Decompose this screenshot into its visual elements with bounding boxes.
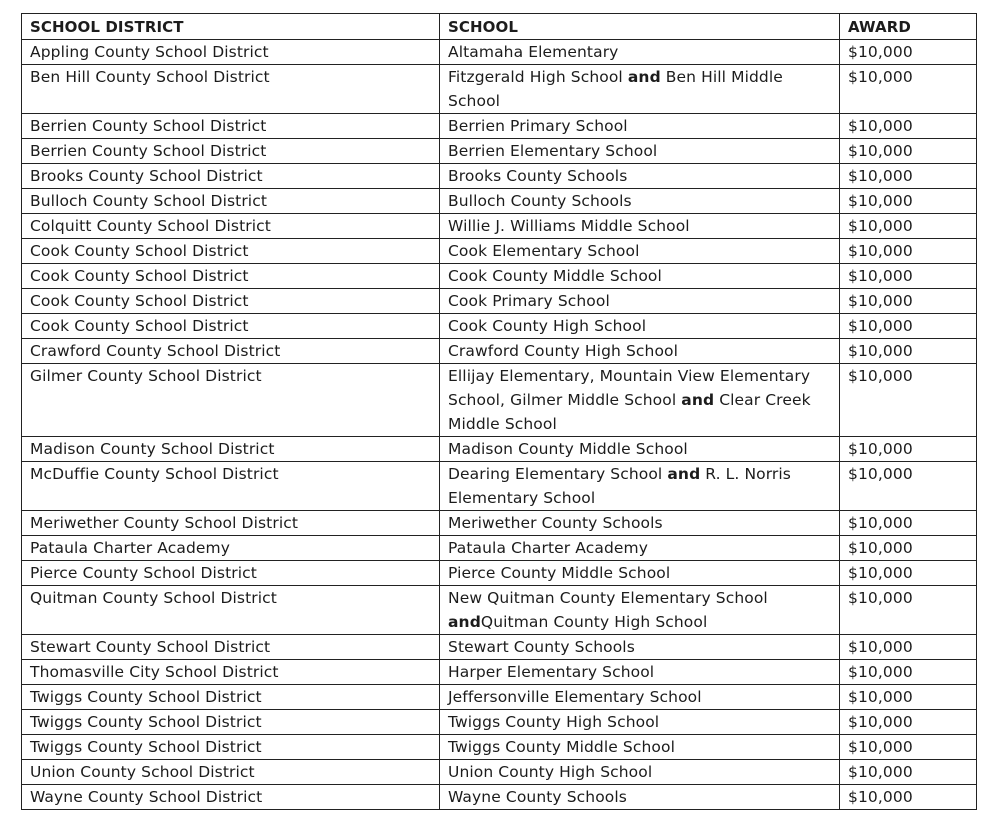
cell-school-district: Berrien County School District [22, 139, 440, 164]
cell-award: $10,000 [840, 710, 977, 735]
cell-award: $10,000 [840, 561, 977, 586]
table-row [22, 536, 977, 561]
cell-school: Altamaha Elementary [440, 40, 840, 65]
cell-school: Meriwether County Schools [440, 511, 840, 536]
cell-school: Stewart County Schools [440, 635, 840, 660]
table-row [22, 586, 977, 635]
header-school: SCHOOL [440, 14, 840, 40]
awards-table [21, 13, 977, 810]
cell-school: Willie J. Williams Middle School [440, 214, 840, 239]
cell-school: Pierce County Middle School [440, 561, 840, 586]
cell-award: $10,000 [840, 760, 977, 785]
table-row [22, 685, 977, 710]
table-row [22, 660, 977, 685]
cell-school: Cook County Middle School [440, 264, 840, 289]
cell-award: $10,000 [840, 139, 977, 164]
cell-school-district: Cook County School District [22, 289, 440, 314]
cell-award: $10,000 [840, 189, 977, 214]
cell-school-district: Cook County School District [22, 314, 440, 339]
table-row [22, 462, 977, 511]
cell-school-district: Cook County School District [22, 239, 440, 264]
cell-school-district: Madison County School District [22, 437, 440, 462]
cell-award: $10,000 [840, 785, 977, 810]
cell-school-district: Twiggs County School District [22, 710, 440, 735]
cell-school: Harper Elementary School [440, 660, 840, 685]
header-row [22, 14, 977, 40]
cell-award: $10,000 [840, 364, 977, 437]
cell-award: $10,000 [840, 40, 977, 65]
cell-award: $10,000 [840, 289, 977, 314]
cell-school-district: Gilmer County School District [22, 364, 440, 437]
cell-school-district: Stewart County School District [22, 635, 440, 660]
cell-school-district: Pataula Charter Academy [22, 536, 440, 561]
table-row [22, 561, 977, 586]
table-row [22, 239, 977, 264]
table-row [22, 114, 977, 139]
table-row [22, 214, 977, 239]
table-row [22, 735, 977, 760]
award-document [21, 13, 977, 810]
cell-school: Union County High School [440, 760, 840, 785]
cell-school-district: Ben Hill County School District [22, 65, 440, 114]
cell-school: Berrien Elementary School [440, 139, 840, 164]
cell-award: $10,000 [840, 437, 977, 462]
cell-award: $10,000 [840, 264, 977, 289]
cell-award: $10,000 [840, 635, 977, 660]
cell-school: Twiggs County High School [440, 710, 840, 735]
cell-award: $10,000 [840, 65, 977, 114]
cell-school: Berrien Primary School [440, 114, 840, 139]
table-row [22, 314, 977, 339]
table-row [22, 364, 977, 437]
table-header [22, 14, 977, 40]
cell-school: Twiggs County Middle School [440, 735, 840, 760]
cell-school-district: Colquitt County School District [22, 214, 440, 239]
cell-school-district: Crawford County School District [22, 339, 440, 364]
cell-award: $10,000 [840, 239, 977, 264]
table-row [22, 65, 977, 114]
cell-award: $10,000 [840, 214, 977, 239]
cell-award: $10,000 [840, 735, 977, 760]
cell-school-district: Pierce County School District [22, 561, 440, 586]
cell-school: Madison County Middle School [440, 437, 840, 462]
table-row [22, 437, 977, 462]
cell-school-district: Thomasville City School District [22, 660, 440, 685]
cell-school-district: Bulloch County School District [22, 189, 440, 214]
cell-school: Pataula Charter Academy [440, 536, 840, 561]
cell-school: Wayne County Schools [440, 785, 840, 810]
cell-school-district: Twiggs County School District [22, 685, 440, 710]
cell-school-district: Quitman County School District [22, 586, 440, 635]
cell-award: $10,000 [840, 660, 977, 685]
cell-school-district: McDuffie County School District [22, 462, 440, 511]
table-row [22, 164, 977, 189]
cell-award: $10,000 [840, 114, 977, 139]
cell-school: Cook County High School [440, 314, 840, 339]
cell-school-district: Twiggs County School District [22, 735, 440, 760]
cell-school-district: Brooks County School District [22, 164, 440, 189]
cell-award: $10,000 [840, 586, 977, 635]
table-row [22, 785, 977, 810]
table-row [22, 511, 977, 536]
cell-school: New Quitman County Elementary School andQuitman County High School [440, 586, 840, 635]
cell-school: Cook Elementary School [440, 239, 840, 264]
cell-award: $10,000 [840, 164, 977, 189]
cell-school: Bulloch County Schools [440, 189, 840, 214]
table-row [22, 289, 977, 314]
cell-award: $10,000 [840, 536, 977, 561]
cell-school-district: Cook County School District [22, 264, 440, 289]
cell-award: $10,000 [840, 511, 977, 536]
cell-school: Jeffersonville Elementary School [440, 685, 840, 710]
cell-school-district: Meriwether County School District [22, 511, 440, 536]
cell-school: Crawford County High School [440, 339, 840, 364]
cell-school: Cook Primary School [440, 289, 840, 314]
table-row [22, 264, 977, 289]
cell-award: $10,000 [840, 339, 977, 364]
cell-school: Dearing Elementary School and R. L. Norris Elementary School [440, 462, 840, 511]
table-row [22, 139, 977, 164]
header-award: AWARD [840, 14, 977, 40]
cell-award: $10,000 [840, 314, 977, 339]
cell-award: $10,000 [840, 462, 977, 511]
table-row [22, 635, 977, 660]
header-school-district: SCHOOL DISTRICT [22, 14, 440, 40]
table-body [22, 40, 977, 810]
table-row [22, 40, 977, 65]
cell-school-district: Berrien County School District [22, 114, 440, 139]
cell-school: Fitzgerald High School and Ben Hill Middle School [440, 65, 840, 114]
cell-school-district: Wayne County School District [22, 785, 440, 810]
table-row [22, 189, 977, 214]
table-row [22, 710, 977, 735]
table-row [22, 339, 977, 364]
cell-school-district: Union County School District [22, 760, 440, 785]
cell-award: $10,000 [840, 685, 977, 710]
cell-school-district: Appling County School District [22, 40, 440, 65]
cell-school: Brooks County Schools [440, 164, 840, 189]
cell-school: Ellijay Elementary, Mountain View Elementary School, Gilmer Middle School and Clear Creek Middle School [440, 364, 840, 437]
table-row [22, 760, 977, 785]
